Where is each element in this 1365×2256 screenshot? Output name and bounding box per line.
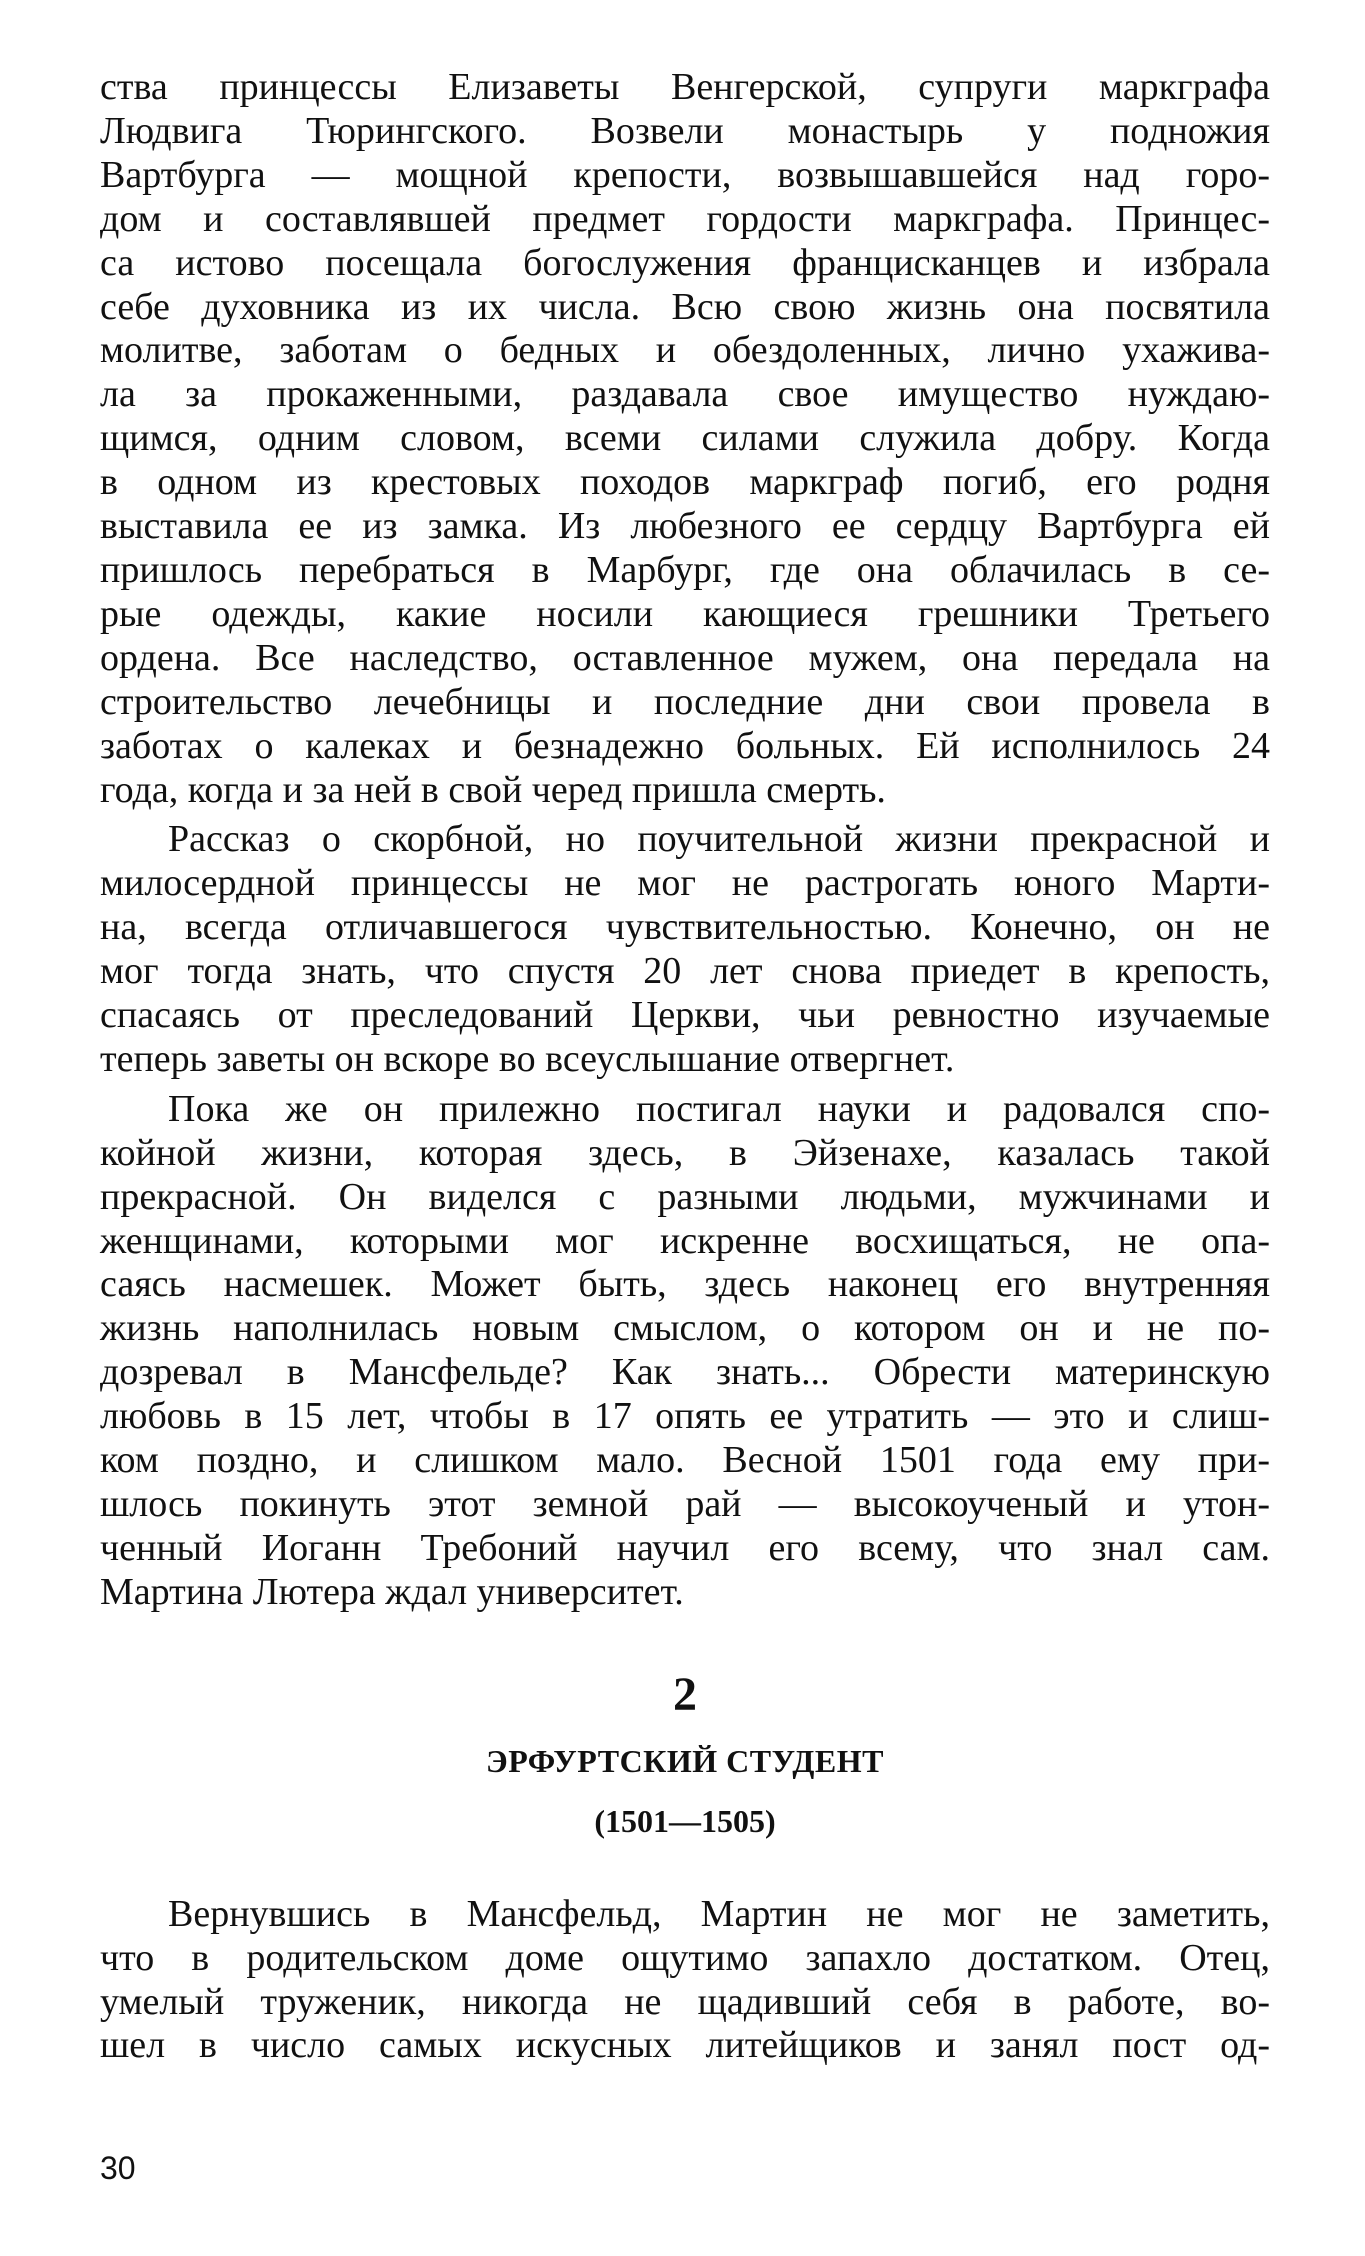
paragraph-2 <box>100 818 1270 1081</box>
text-line: жизнь наполнилась новым смыслом, о котором он и не по- <box>100 1307 1270 1350</box>
text-line: шлось покинуть этот земной рай — высокоученый и утон- <box>100 1483 1270 1525</box>
text-line: Вартбурга — мощной крепости, возвышавшейся над горо- <box>100 153 1270 196</box>
text-line: ком поздно, и слишком мало. Весной 1501 года ему при- <box>100 1439 1270 1482</box>
text-line: милосердной принцессы не мог не растрогать юного Марти- <box>100 862 1270 905</box>
text-line: женщинами, которыми мог искренне восхищаться, не опа- <box>100 1219 1270 1262</box>
text-line: дом и составлявшей предмет гордости маркграфа. Принцес- <box>100 197 1270 240</box>
text-line: ства принцессы Елизаветы Венгерской, супруги маркграфа <box>100 66 1270 108</box>
text-line: ченный Иоганн Требоний научил его всему, что знал сам. <box>100 1526 1270 1569</box>
text-line: молитве, заботам о бедных и обездоленных, лично ухажива- <box>100 329 1270 372</box>
text-line: умелый труженик, никогда не щадивший себя в работе, во- <box>100 1980 1270 2023</box>
text-line: пришлось перебраться в Марбург, где она облачилась в се- <box>100 548 1270 591</box>
text-line: ордена. Все наследство, оставленное мужем, она передала на <box>100 636 1270 679</box>
text-line: спасаясь от преследований Церкви, чьи ревностно изучаемые <box>100 994 1270 1037</box>
text-line: что в родительском доме ощутимо запахло достатком. Отец, <box>100 1936 1270 1979</box>
text-line: дозревал в Мансфельде? Как знать... Обрести материнскую <box>100 1351 1270 1394</box>
text-line: са истово посещала богослужения францисканцев и избрала <box>100 241 1270 284</box>
text-line: Вернувшись в Мансфельд, Мартин не мог не заметить, <box>168 1892 1270 1935</box>
text-line: в одном из крестовых походов маркграф погиб, его родня <box>100 461 1270 504</box>
page-body <box>100 66 1270 2068</box>
text-line: прекрасной. Он виделся с разными людьми, мужчинами и <box>100 1175 1270 1218</box>
text-line: заботах о калеках и безнадежно больных. Ей исполнилось 24 <box>100 724 1270 767</box>
text-line: года, когда и за ней в свой черед пришла смерть. <box>100 768 886 811</box>
text-line: шел в число самых искусных литейщиков и занял пост од- <box>100 2024 1270 2067</box>
paragraph-4 <box>100 1893 1270 2069</box>
text-line: Людвига Тюрингского. Возвели монастырь у подножия <box>100 109 1270 152</box>
text-line: рые одежды, какие носили кающиеся грешники Третьего <box>100 592 1270 635</box>
page-number: 30 <box>100 2150 136 2186</box>
text-line: саясь насмешек. Может быть, здесь наконец его внутренняя <box>100 1263 1270 1306</box>
text-line: себе духовника из их числа. Всю свою жизнь она посвятила <box>100 285 1270 328</box>
paragraph-3 <box>100 1088 1270 1615</box>
text-line: на, всегда отличавшегося чувствительностью. Конечно, он не <box>100 906 1270 949</box>
text-line: щимся, одним словом, всеми силами служила добру. Когда <box>100 417 1270 460</box>
text-line: строительство лечебницы и последние дни свои провела в <box>100 680 1270 723</box>
text-line: Мартина Лютера ждал университет. <box>100 1570 684 1613</box>
text-line: койной жизни, которая здесь, в Эйзенахе, казалась такой <box>100 1131 1270 1174</box>
chapter-number: 2 <box>673 1667 697 1721</box>
text-line: Рассказ о скорбной, но поучительной жизни прекрасной и <box>168 818 1270 861</box>
text-line: любовь в 15 лет, чтобы в 17 опять ее утратить — это и слиш- <box>100 1395 1270 1438</box>
text-line: Пока же он прилежно постигал науки и радовался спо- <box>168 1087 1270 1130</box>
chapter-years: (1501—1505) <box>594 1802 776 1839</box>
paragraph-1 <box>100 66 1270 812</box>
chapter-title: ЭРФУРТСКИЙ СТУДЕНТ <box>486 1742 884 1779</box>
text-line: мог тогда знать, что спустя 20 лет снова приедет в крепость, <box>100 950 1270 993</box>
text-line: ла за прокаженными, раздавала свое имущество нуждаю- <box>100 373 1270 416</box>
text-line: выставила ее из замка. Из любезного ее сердцу Вартбурга ей <box>100 505 1270 548</box>
chapter-heading <box>100 1667 1270 1841</box>
text-line: теперь заветы он вскоре во всеуслышание отвергнет. <box>100 1037 955 1080</box>
